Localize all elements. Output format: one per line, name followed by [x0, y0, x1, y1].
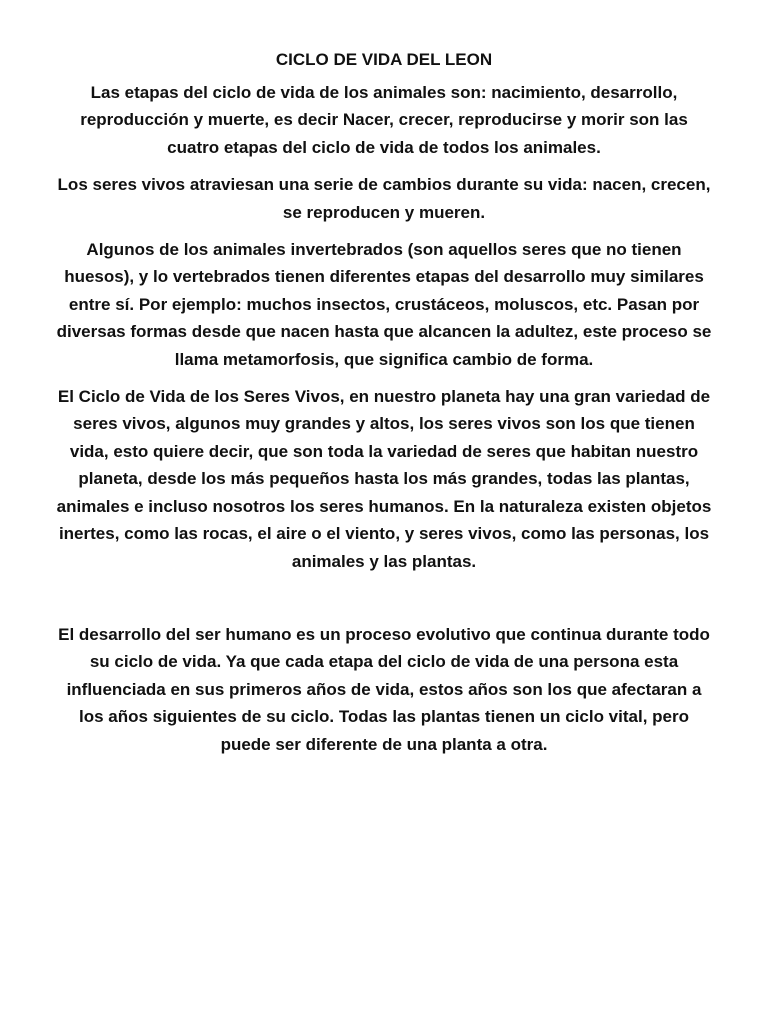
paragraph-life-stages: Las etapas del ciclo de vida de los animales son: nacimiento, desarrollo, reproducción y muerte, es decir Nacer, crecer, reproducirse y morir son las cuatro etapas del ciclo de vida de todos los animales.: [80, 83, 688, 157]
document-page: [56, 48, 712, 768]
paragraph-human-development: El desarrollo del ser humano es un proceso evolutivo que continua durante todo su ciclo de vida. Ya que cada etapa del ciclo de vida de una persona esta influenciada en sus primeros años de vida, estos años son los que afectaran a los años siguientes de su ciclo. Todas las plantas tienen un ciclo vital, pero puede ser diferente de una planta a otra.: [58, 624, 710, 754]
paragraph-metamorphosis: Algunos de los animales invertebrados (son aquellos seres que no tienen huesos), y lo vertebrados tienen diferentes etapas del desarrollo muy similares entre sí. Por ejemplo: muchos insectos, crustáceos, moluscos, etc. Pasan por diversas formas desde que nacen hasta que alcancen la adultez, este proceso se llama metamorfosis, que significa cambio de forma.: [56, 240, 712, 369]
paragraph-living-beings-changes: Los seres vivos atraviesan una serie de cambios durante su vida: nacen, crecen, se reproducen y mueren.: [57, 175, 711, 222]
paragraph-life-cycle-of-living-beings: El Ciclo de Vida de los Seres Vivos, en nuestro planeta hay una gran variedad de seres vivos, algunos muy grandes y altos, los seres vivos son los que tienen vida, esto quiere decir, que son toda la variedad de seres que habitan nuestro planeta, desde los más pequeños hasta los más grandes, todas las plantas, animales e incluso nosotros los seres humanos. En la naturaleza existen objetos inertes, como las rocas, el aire o el viento, y seres vivos, como las personas, los animales y las plantas.: [56, 387, 712, 571]
document-title: CICLO DE VIDA DEL LEON: [275, 50, 493, 69]
